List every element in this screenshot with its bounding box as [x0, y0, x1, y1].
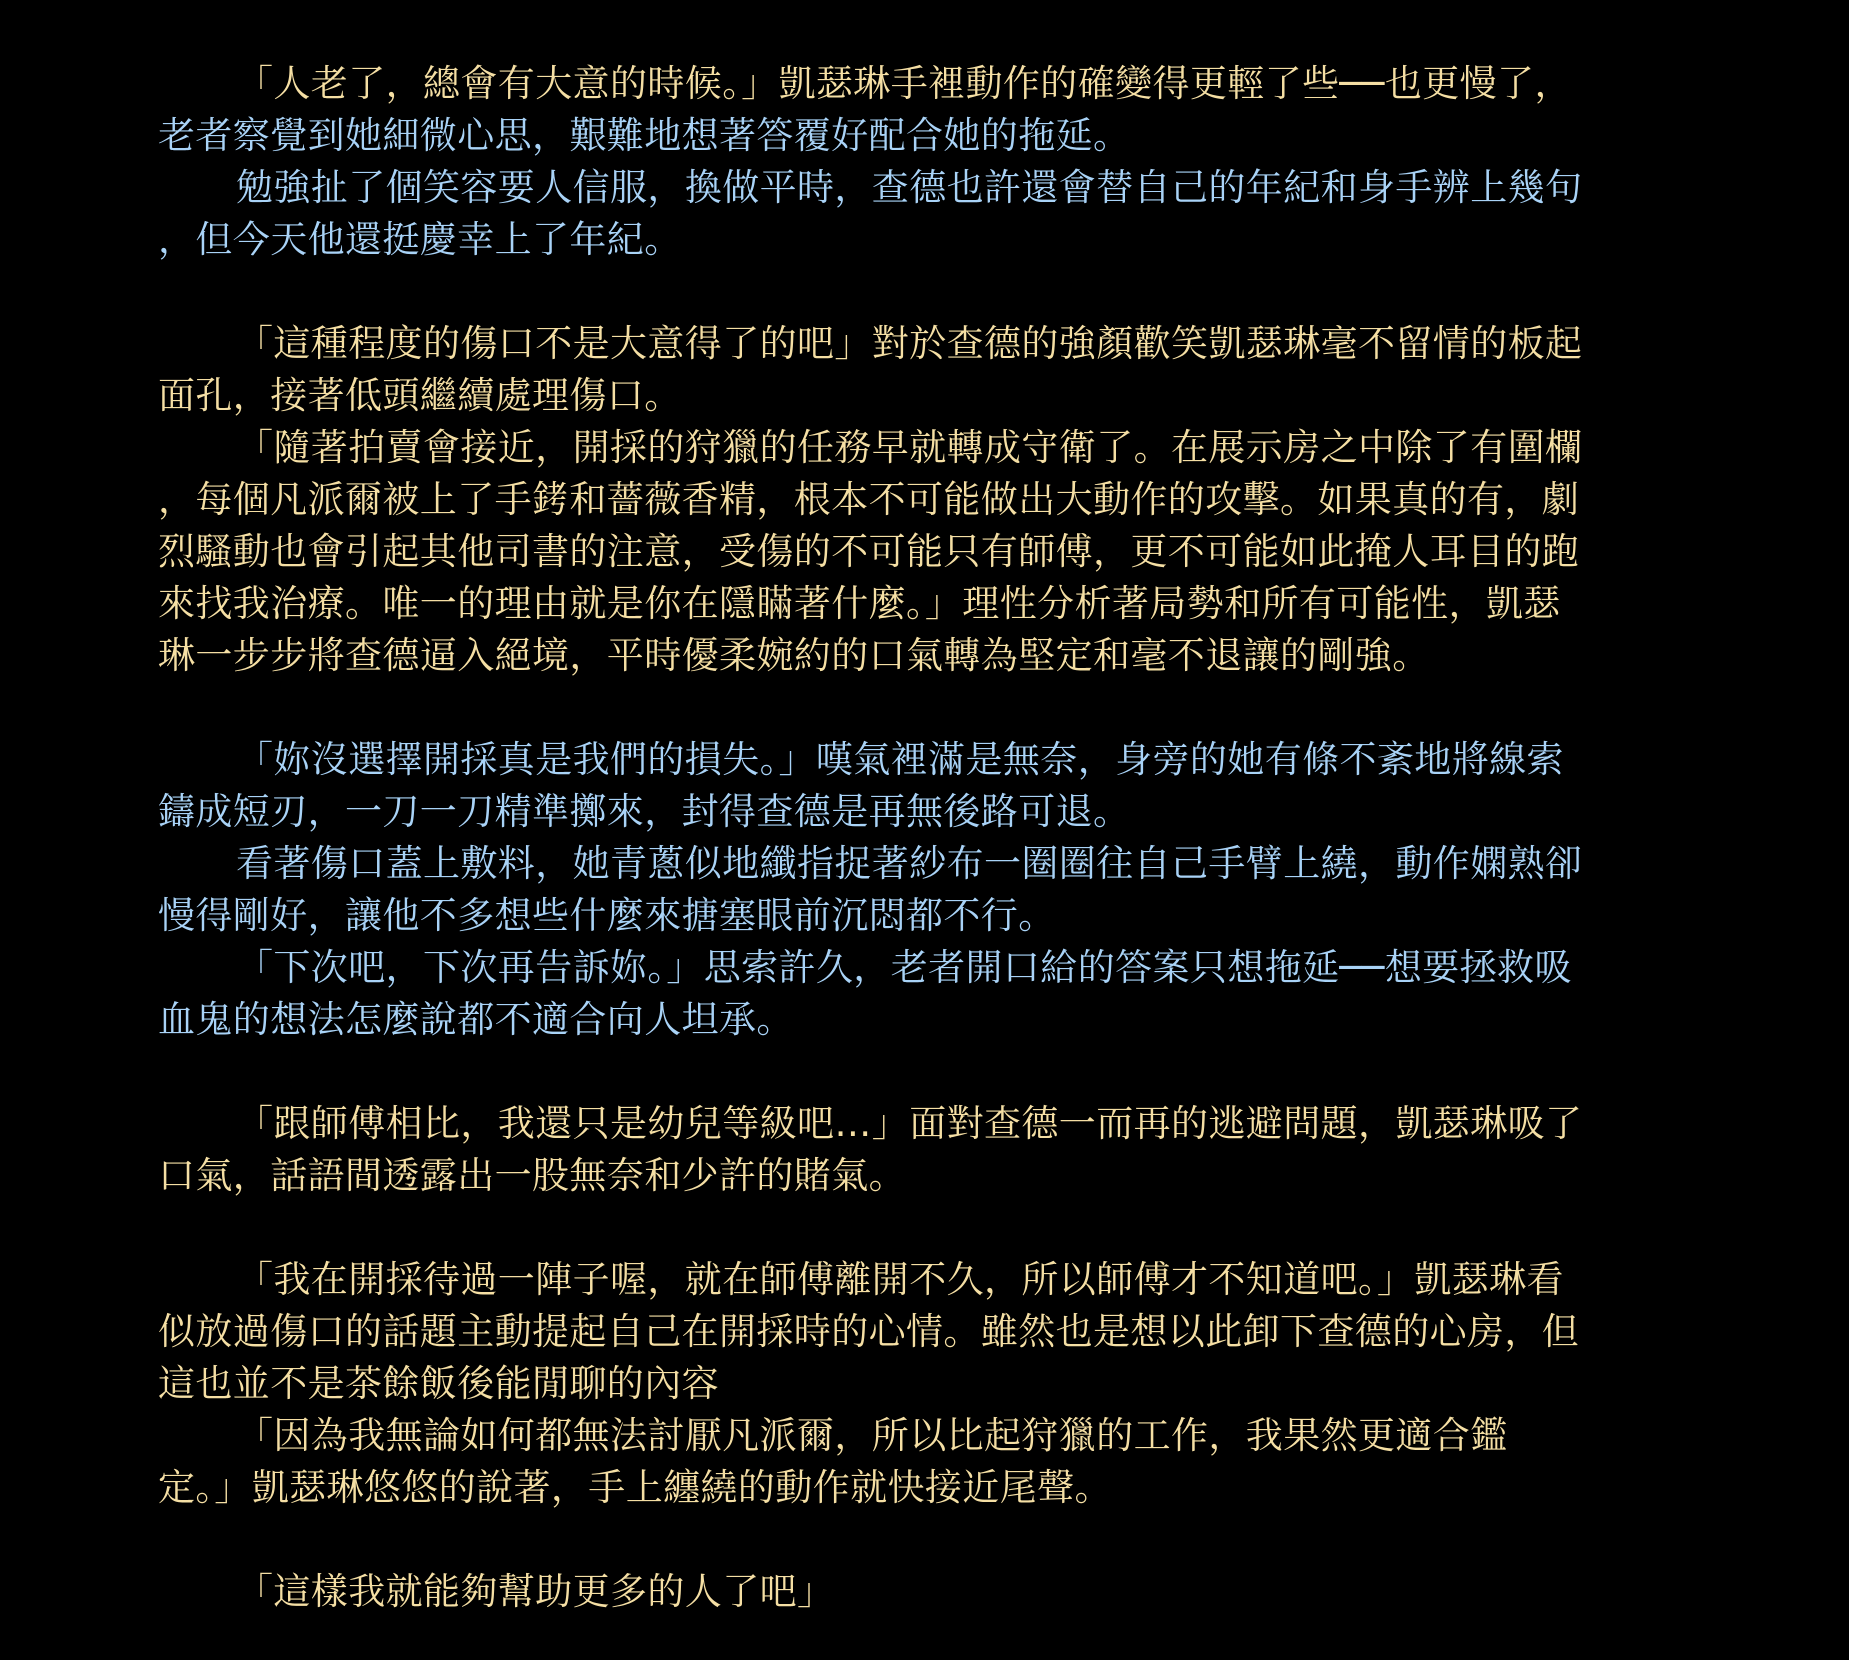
- narration-line: 看著傷口蓋上敷料，她青蔥似地纖指捉著紗布一圈圈往自己手臂上繞，動作嫻熟卻: [236, 842, 1583, 885]
- paragraph-gap: [158, 1202, 1698, 1254]
- paragraph-gap: [158, 266, 1698, 318]
- dialogue-line: 面孔，接著低頭繼續處理傷口。: [158, 374, 682, 417]
- dialogue-line: 「這樣我就能夠幫助更多的人了吧」: [236, 1570, 835, 1613]
- narration-line: ，但今天他還挺慶幸上了年紀。: [158, 218, 682, 261]
- dialogue-line: 「人老了，總會有大意的時候。」凱瑟琳手裡動作的確變得更輕了些──也更慢了，: [236, 62, 1572, 105]
- narration-line: 慢得剛好，讓他不多想些什麼來搪塞眼前沉悶都不行。: [158, 894, 1056, 937]
- dialogue-line: 「隨著拍賣會接近，開採的狩獵的任務早就轉成守衛了。在展示房之中除了有圍欄: [236, 426, 1583, 469]
- narration-line: 「妳沒選擇開採真是我們的損失。」嘆氣裡滿是無奈，身旁的她有條不紊地將線索: [236, 738, 1564, 781]
- dialogue-line: 琳一步步將查德逼入絕境，平時優柔婉約的口氣轉為堅定和毫不退讓的剛強。: [158, 634, 1430, 677]
- story-text: [158, 58, 1698, 1618]
- paragraph-gap: [158, 1514, 1698, 1566]
- dialogue-line: 定。」凱瑟琳悠悠的說著，手上纏繞的動作就快接近尾聲。: [158, 1466, 1112, 1509]
- narration-line: 鑄成短刃，一刀一刀精準擲來，封得查德是再無後路可退。: [158, 790, 1131, 833]
- paragraph-gap: [158, 682, 1698, 734]
- narration-line: 老者察覺到她細微心思，艱難地想著答覆好配合她的拖延。: [158, 114, 1131, 157]
- paragraph-gap: [158, 1046, 1698, 1098]
- dialogue-line: 「跟師傅相比，我還只是幼兒等級吧…」面對查德一而再的逃避問題，凱瑟琳吸了: [236, 1102, 1583, 1145]
- dialogue-line: 口氣，話語間透露出一股無奈和少許的賭氣。: [158, 1154, 906, 1197]
- dialogue-line: 「我在開採待過一陣子喔，就在師傅離開不久，所以師傅才不知道吧。」凱瑟琳看: [236, 1258, 1564, 1301]
- dialogue-line: ，每個凡派爾被上了手銬和薔薇香精，根本不可能做出大動作的攻擊。如果真的有，劇: [158, 478, 1580, 521]
- narration-line: 血鬼的想法怎麼說都不適合向人坦承。: [158, 998, 794, 1041]
- dialogue-line: 「這種程度的傷口不是大意得了的吧」對於查德的強顏歡笑凱瑟琳毫不留情的板起: [236, 322, 1583, 365]
- dialogue-line: 「因為我無論如何都無法討厭凡派爾，所以比起狩獵的工作，我果然更適合鑑: [236, 1414, 1508, 1457]
- dialogue-line: 這也並不是茶餘飯後能閒聊的內容: [158, 1362, 719, 1405]
- narration-line: 勉強扯了個笑容要人信服，換做平時，查德也許還會替自己的年紀和身手辨上幾句: [236, 166, 1583, 209]
- narration-line: 「下次吧，下次再告訴妳。」思索許久，老者開口給的答案只想拖延──想要拯救吸: [236, 946, 1572, 989]
- dialogue-line: 來找我治療。唯一的理由就是你在隱瞞著什麼。」理性分析著局勢和所有可能性，凱瑟: [158, 582, 1561, 625]
- dialogue-line: 烈騷動也會引起其他司書的注意，受傷的不可能只有師傅，更不可能如此掩人耳目的跑: [158, 530, 1580, 573]
- dialogue-line: 似放過傷口的話題主動提起自己在開採時的心情。雖然也是想以此卸下查德的心房，但: [158, 1310, 1580, 1353]
